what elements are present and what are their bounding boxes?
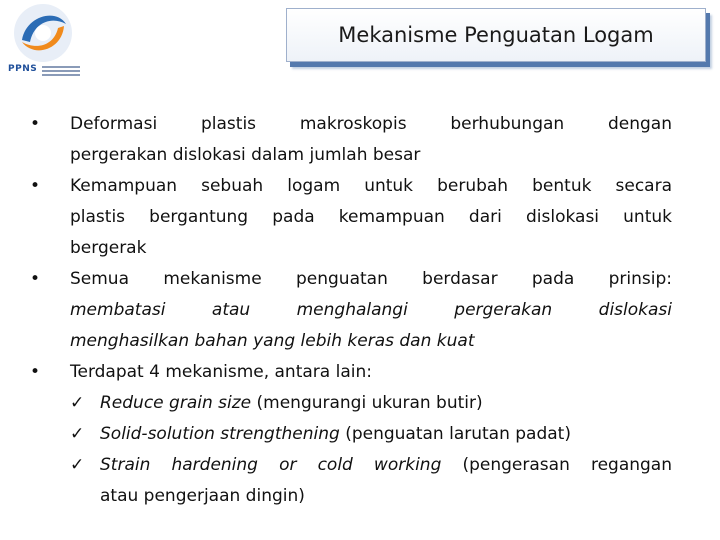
bullet-1-line-1: Deformasi plastis makroskopis berhubungan dengan: [70, 114, 672, 134]
sub-item-1-text: (mengurangi ukuran butir): [251, 393, 483, 413]
bullet-item: [30, 109, 672, 171]
logo-subtitle-lines: [42, 66, 80, 78]
check-icon: ✓: [70, 393, 85, 413]
check-icon: ✓: [70, 455, 85, 475]
bullet-3-line-2: membatasi atau menghalangi pergerakan dislokasi: [70, 300, 672, 320]
bullet-item: [30, 357, 672, 388]
bullet-2-line-2: plastis bergantung pada kemampuan dari dislokasi untuk: [70, 207, 672, 227]
slide-title-text: Mekanisme Penguatan Logam: [338, 23, 654, 47]
bullet-item: [30, 171, 672, 264]
bullet-2-line-3: bergerak: [70, 238, 147, 258]
sub-item-2-text: (penguatan larutan padat): [339, 424, 571, 444]
bullet-4-line-1: Terdapat 4 mekanisme, antara lain:: [70, 362, 372, 382]
sub-item: [70, 450, 672, 512]
bullet-dot: •: [30, 269, 41, 289]
sub-item: [70, 419, 672, 450]
bullet-dot: •: [30, 176, 41, 196]
ppns-emblem-icon: [12, 2, 74, 64]
logo-text: PPNS: [8, 64, 38, 74]
check-icon: ✓: [70, 424, 85, 444]
sub-item-1-italic: Reduce grain size: [100, 393, 252, 413]
bullet-3-line-3: menghasilkan bahan yang lebih keras dan kuat: [70, 331, 475, 351]
bullet-item: [30, 264, 672, 357]
sub-item-3-line-2: atau pengerjaan dingin): [100, 486, 305, 506]
bullet-dot: •: [30, 362, 41, 382]
bullet-2-line-1: Kemampuan sebuah logam untuk berubah bentuk secara: [70, 176, 672, 196]
bullet-1-line-2: pergerakan dislokasi dalam jumlah besar: [70, 145, 421, 165]
sub-item-2-italic: Solid-solution strengthening: [100, 424, 340, 444]
sub-item-3-italic: Strain hardening or cold working: [100, 455, 442, 475]
slide-title: [286, 8, 706, 62]
bullet-3-line-1: Semua mekanisme penguatan berdasar pada prinsip:: [70, 269, 672, 289]
sub-item: [70, 388, 672, 419]
ppns-logo: [4, 2, 84, 78]
sub-item-3-text: (pengerasan regangan: [441, 455, 672, 475]
bullet-dot: •: [30, 114, 41, 134]
bullet-list: [30, 109, 672, 512]
